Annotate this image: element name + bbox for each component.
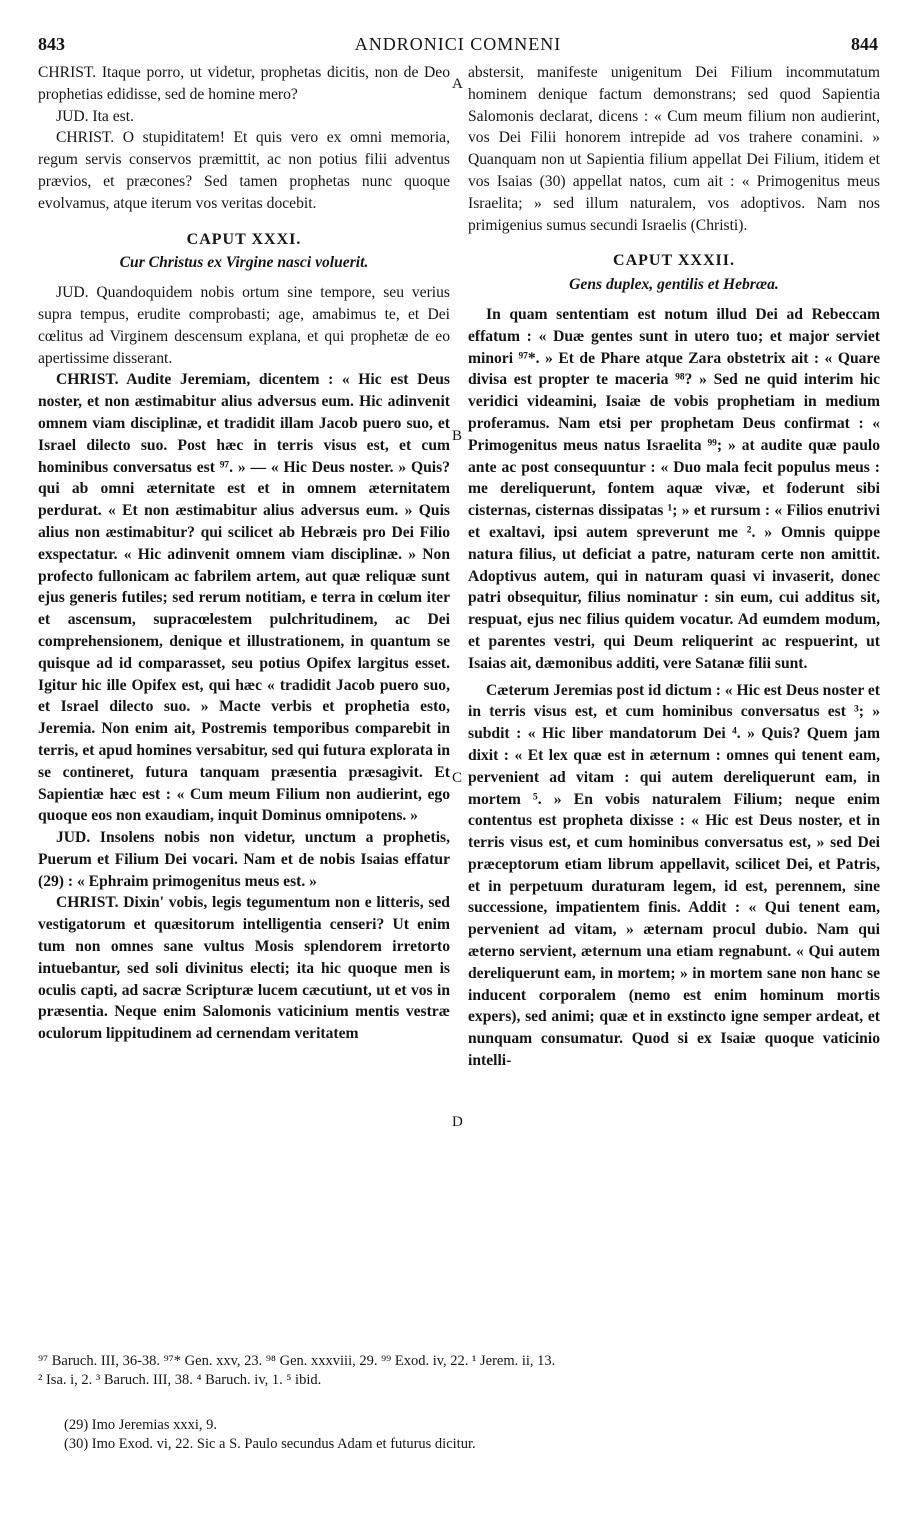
margin-siglum-a: A — [452, 76, 463, 92]
footnote-line: ⁹⁷ Baruch. III, 36-38. ⁹⁷* Gen. xxv, 23. ⁹⁸ Gen. xxxviii, 29. ⁹⁹ Exod. iv, 22. ¹ Jerem. ii, 13. — [38, 1353, 556, 1369]
paragraph: CHRIST. Dixin' vobis, legis tegumentum non e litteris, sed vestigatorum et quæsitorum intelligentia censeri? Ut enim tum non omnes sane vultus Mosis splendorem irretorto intuebantur, sed soli divinitus electi; ita hic quoque men is oculis capti, ad sacræ Scripturæ lucem cæcutiunt, ut et vos in præsentia. Neque enim Salomonis vaticinium mentis vestræ oculorum lippitudinem ad cernendam veritatem — [38, 894, 450, 1043]
paragraph: CHRIST. O stupiditatem! Et quis vero ex omni memoria, regum servis conservos præmittit, ac non potius filii adventus prævios, et præcones? Sed tamen prophetas nunc quoque evolvamus, atque iterum vos veritas docebit. — [38, 129, 450, 212]
footnotes — [38, 1352, 888, 1390]
chapter-subtitle: Cur Christus ex Virgine nasci voluerit. — [119, 254, 369, 272]
paragraph: abstersit, manifeste unigenitum Dei Filium incommutatum hominem denique factum demonstrans; sed quod Sapientia Salomonis declarat, dicens : « Cum meum filium non audierint, vos Dei Filii honorem intrepide ad vos trahere conamini. » Quanquam non ut Sapientia filium appellat Dei Filium, itidem et vos Isaias (30) appellat natos, cum ait : « Primogenitus meus Israelita; » sed illum naturalem, vos adoptivos. Nam nos primigenius sumus secundi Israelis (Christi). — [468, 64, 880, 234]
critical-note: (29) Imo Jeremias xxxi, 9. — [64, 1417, 218, 1433]
critical-notes — [64, 1416, 884, 1454]
paragraph: JUD. Ita est. — [56, 107, 134, 125]
running-header — [38, 34, 878, 56]
running-title: ANDRONICI COMNENI — [354, 34, 562, 54]
left-column — [38, 62, 450, 1045]
paragraph: CHRIST. Audite Jeremiam, dicentem : « Hic est Deus noster, et non æstimabitur alius adversus eum. Hic adinvenit omnem viam disciplinæ, et tradidit illam Jacob puero suo, et Israel dilecto suo. Post hæc in terris visus est, et cum hominibus conversatus est ⁹⁷. » — « Hic Deus noster. » Quis? qui ab omni æternitate est et in omnem æternitatem perdurat. « Et non æstimabitur alius adversus eum. » Quis alius non æstimabitur? qui scilicet ab Hebræis pro Dei Filio exspectatur. « Hic adinvenit omnem viam disciplinæ. » Non profecto fullonicam ac fabrilem artem, aut quæ reliquæ sunt ejus generis futiles; sed rerum notitiam, e terra in cœlum iter et ascensum, supracœlestem pulchritudinem, ac Dei comprehensionem, denique et illustrationem, in quantum se quisque ad id comparasset, seu potius Opifex largitus esset. Igitur hic ille Opifex est, qui hæc « tradidit Jacob puero suo, et Israel dilecto suo. » Macte verbis et prophetia esto, Jeremia. Non enim ait, Postremis temporibus comparebit in terris, et apud homines versabitur, sed qui futura explorata in se contineret, futura tanquam præsentia præsagivit. Et Sapientiæ hæc est : « Cum meum Filium non audierint, ego quoque eos non exaudiam, inquit Dominus omnipotens. » — [38, 371, 450, 825]
paragraph: Cæterum Jeremias post id dictum : « Hic est Deus noster et in terris visus est, et cum hominibus conversatus est ³; » subdit : « Hic liber mandatorum Dei ⁴. » Quis? Quem jam dixit : « Et lex quæ est in æternum : omnes qui tenent eam, pervenient ad vitam : qui autem dereliquerunt eam, in mortem ⁵. » En vobis naturalem Filium; neque enim contentus est propheta dixisse : « Hic est Deus noster, et in terris visus est, et cum hominibus conversatus est, » sed Dei præceptorum etiam librum appellavit, scilicet Dei, et Patris, et in perpetuum duraturam legem, id est, perennem, sine successione, impatientem finis. Addit : « Qui tenent eam, pervenient ad vitam, » æternam procul dubio. Nam qui æterno servient, æternum una etiam regnabunt. « Qui autem dereliquerunt eam, in mortem; » in mortem sane non hanc se inducent corporalem (nemo est enim hominum mortis expers), sed animi; quæ et in exstincto igne semper ardeat, et nunquam consumatur. Quod si ex Isaiæ quoque vaticinio intelli- — [468, 681, 880, 1070]
right-column — [468, 62, 880, 1072]
page-number-right: 844 — [851, 34, 878, 54]
page-number-left: 843 — [38, 34, 65, 54]
paragraph: In quam sententiam est notum illud Dei ad Rebeccam effatum : « Duæ gentes sunt in utero tuo; et major serviet minori ⁹⁷*. » Et de Phare atque Zara obstetrix ait : « Quare divisa est propter te maceria ⁹⁸? » Sed ne quid interim hic veridici videamini, Isaiæ de vobis prophetiam in medium proferamus. Nam etsi per prophetam Deus confirmat : « Primogenitus meus natus Israelita ⁹⁹; » at audite quæ paulo ante ac post consequuntur : « Duo mala fecit populus meus : me dereliquerunt, fontem aquæ vivæ, et foderunt sibi cisternas, cisternas dissipatas ¹; » et rursum : « Filios enutrivi et exaltavi, ipsi autem spreverunt me ². » Omnis quippe natura filius, ut deficiat a patre, naturam certe non amittit. Adoptivus autem, qui in naturam quasi vi invaserit, donec patri obsequitur, filius nominatur : sin eum, cui additus sit, respuat, ejus nec filius quidem vocatur. Ad eumdem modum, et parentes vestri, qui Deum reliquerint ac respuerint, ut Isaias ait, dæmonibus additi, vere Satanæ filii sunt. — [468, 305, 880, 672]
paragraph: CHRIST. Itaque porro, ut videtur, prophetas dicitis, non de Deo prophetias edidisse, sed de homine mero? — [38, 64, 450, 103]
chapter-heading: CAPUT XXXI. — [186, 230, 302, 248]
critical-note: (30) Imo Exod. vi, 22. Sic a S. Paulo secundus Adam et futurus dicitur. — [64, 1436, 476, 1452]
paragraph: JUD. Quandoquidem nobis ortum sine tempore, seu verius supra tempus, erudite comprobasti; age, amabimus te, et Dei cœlitus ad Virginem descensum explana, et qui prophetæ de eo apertissime disserant. — [38, 284, 450, 367]
margin-siglum-b: B — [452, 428, 463, 444]
paragraph: JUD. Insolens nobis non videtur, unctum a prophetis, Puerum et Filium Dei vocari. Nam et de nobis Isaias effatur (29) : « Ephraim primogenitus meus est. » — [38, 829, 450, 890]
footnote-line: ² Isa. i, 2. ³ Baruch. III, 38. ⁴ Baruch. iv, 1. ⁵ ibid. — [38, 1372, 322, 1388]
chapter-subtitle: Gens duplex, gentilis et Hebræa. — [569, 276, 779, 294]
margin-siglum-c: C — [452, 770, 463, 786]
chapter-heading: CAPUT XXXII. — [613, 252, 735, 270]
margin-siglum-d: D — [452, 1114, 463, 1130]
